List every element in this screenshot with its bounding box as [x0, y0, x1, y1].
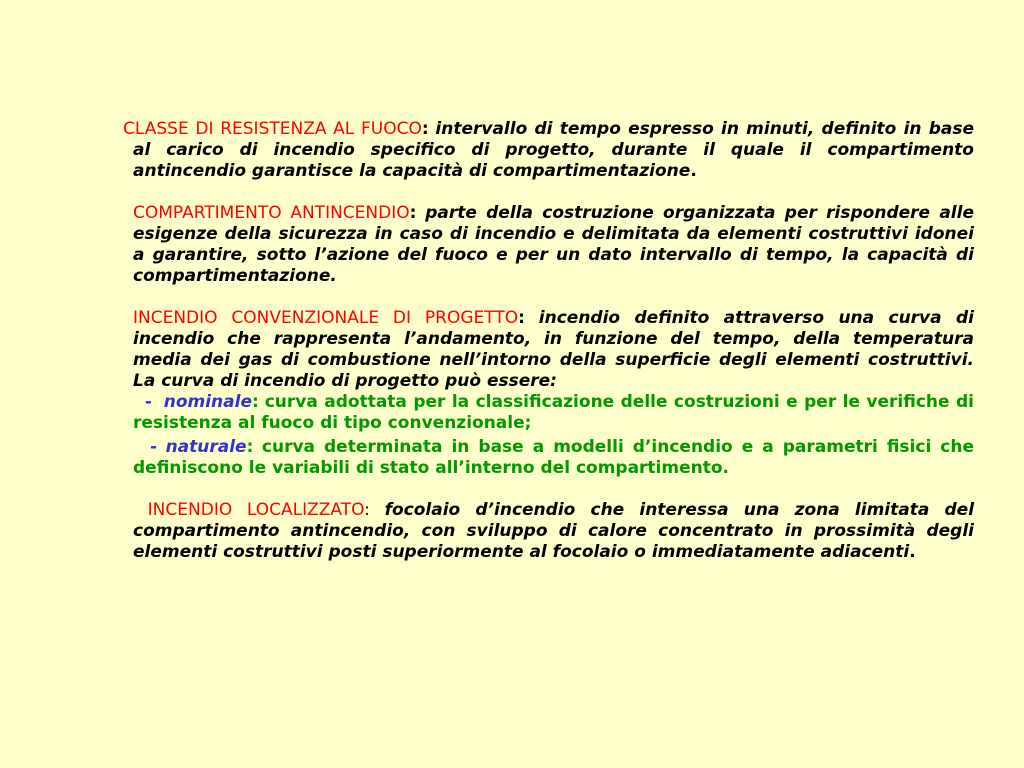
- definition-separator: :: [364, 500, 370, 520]
- definition-text: parte della costruzione organizzata per rispondere alle esigenze della sicurezza in caso di incendio e delimitata da elementi costruttivi idonei a garantire, sotto l’azione del fuoco e per un dato intervallo di tempo, la capacità di compartimentazione.: [133, 203, 974, 286]
- definition-incendio-convenzionale: [133, 308, 974, 392]
- definition-compartimento: [133, 203, 974, 287]
- definition-text: incendio definito attraverso una curva di incendio che rappresenta l’andamento, in funzione del tempo, della temperatura media dei gas di combustione nell’intorno della superficie degli elementi costruttivi. La curva di incendio di progetto può essere:: [133, 308, 974, 391]
- definition-incendio-localizzato: [133, 500, 974, 563]
- curve-type-text: curva determinata in base a modelli d’incendio e a parametri fisici che definiscono le variabili di stato all’interno del compartimento.: [133, 437, 975, 478]
- curve-type-naturale: [133, 437, 974, 479]
- curve-type-text: curva adottata per la classificazione delle costruzioni e per le verifiche di resistenza al fuoco di tipo convenzionale;: [133, 392, 974, 433]
- curve-type-nominale: [133, 392, 974, 434]
- curve-type-label: naturale: [165, 437, 247, 457]
- curve-type-dash: -: [144, 392, 152, 412]
- definition-term: INCENDIO CONVENZIONALE DI PROGETTO: [133, 308, 519, 328]
- definition-text: focolaio d’incendio che interessa una zona limitata del compartimento antincendio, con sviluppo di calore concentrato in prossimità degli elementi costruttivi posti superiormente al focolaio o immediatamente adiacenti: [133, 500, 975, 562]
- curve-type-label: nominale: [163, 392, 252, 412]
- curve-type-separator: :: [246, 437, 254, 457]
- definition-classe-resistenza: [123, 119, 975, 182]
- slide-content: [123, 119, 975, 563]
- definition-term: INCENDIO LOCALIZZATO: [147, 500, 365, 520]
- definition-separator: :: [409, 203, 417, 223]
- definition-separator: :: [421, 119, 429, 139]
- definition-end: .: [690, 161, 697, 181]
- definition-end: .: [909, 542, 916, 562]
- definition-text: intervallo di tempo espresso in minuti, definito in base al carico di incendio specifico di progetto, durante il quale il compartimento antincendio garantisce la capacità di compartimentazione: [133, 119, 975, 181]
- definition-term: COMPARTIMENTO ANTINCENDIO: [133, 203, 410, 223]
- curve-type-dash: -: [150, 437, 158, 457]
- definition-term: CLASSE DI RESISTENZA AL FUOCO: [123, 119, 422, 139]
- curve-type-separator: :: [251, 392, 259, 412]
- definition-separator: :: [518, 308, 525, 328]
